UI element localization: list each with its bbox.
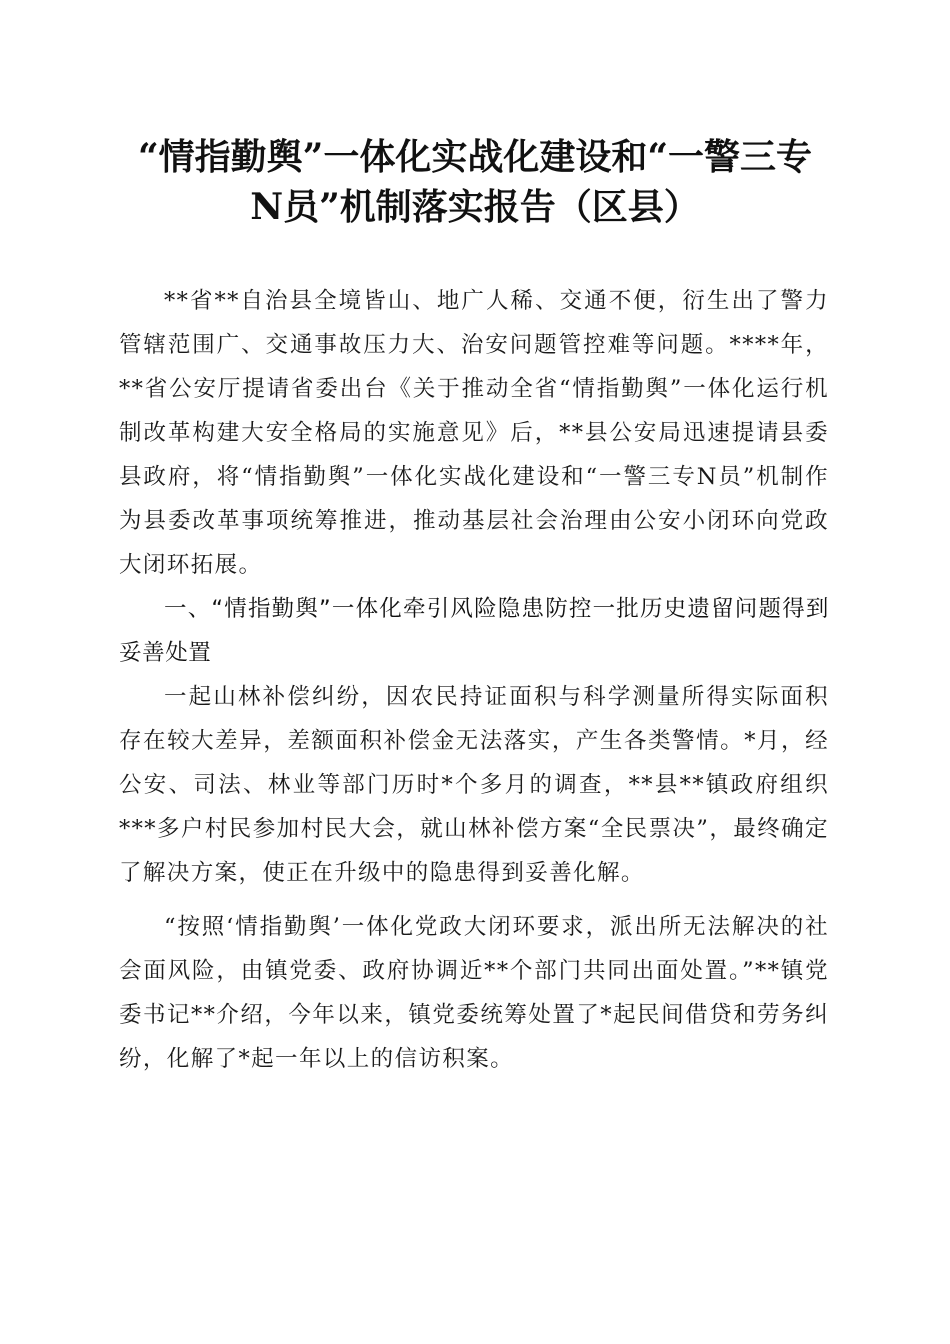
document-body [119, 279, 829, 1081]
intro-paragraph: **省**自治县全境皆山、地广人稀、交通不便，衍生出了警力管辖范围广、交通事故压力大、治安问题管控难等问题。****年，**省公安厅提请省委出台《关于推动全省“情指勤舆”一体化运行机制改革构建大安全格局的实施意见》后，**县公安局迅速提请县委县政府，将“情指勤舆”一体化实战化建设和“一警三专N员”机制作为县委改革事项统筹推进，推动基层社会治理由公安小闭环向党政大闭环拓展。 [119, 288, 829, 578]
body-paragraph-3: “按照‘情指勤舆’一体化党政大闭环要求，派出所无法解决的社会面风险，由镇党委、政府协调近**个部门共同出面处置。”**镇党委书记**介绍，今年以来，镇党委统筹处置了*起民间借贷和劳务纠纷，化解了*起一年以上的信访积案。 [119, 914, 829, 1072]
section-heading-1: 一、“情指勤舆”一体化牵引风险隐患防控一批历史遗留问题得到妥善处置 [119, 596, 829, 666]
title-line-1: “情指勤舆”一体化实战化建设和“一警三专 [137, 136, 813, 178]
body-paragraph-2: 一起山林补偿纠纷，因农民持证面积与科学测量所得实际面积存在较大差异，差额面积补偿金无法落实，产生各类警情。*月，经公安、司法、林业等部门历时*个多月的调查，**县**镇政府组织***多户村民参加村民大会，就山林补偿方案“全民票决”，最终确定了解决方案，使正在升级中的隐患得到妥善化解。 [119, 684, 829, 886]
title-line-2: N员”机制落实报告（区县） [250, 186, 700, 228]
document-title [110, 132, 840, 232]
